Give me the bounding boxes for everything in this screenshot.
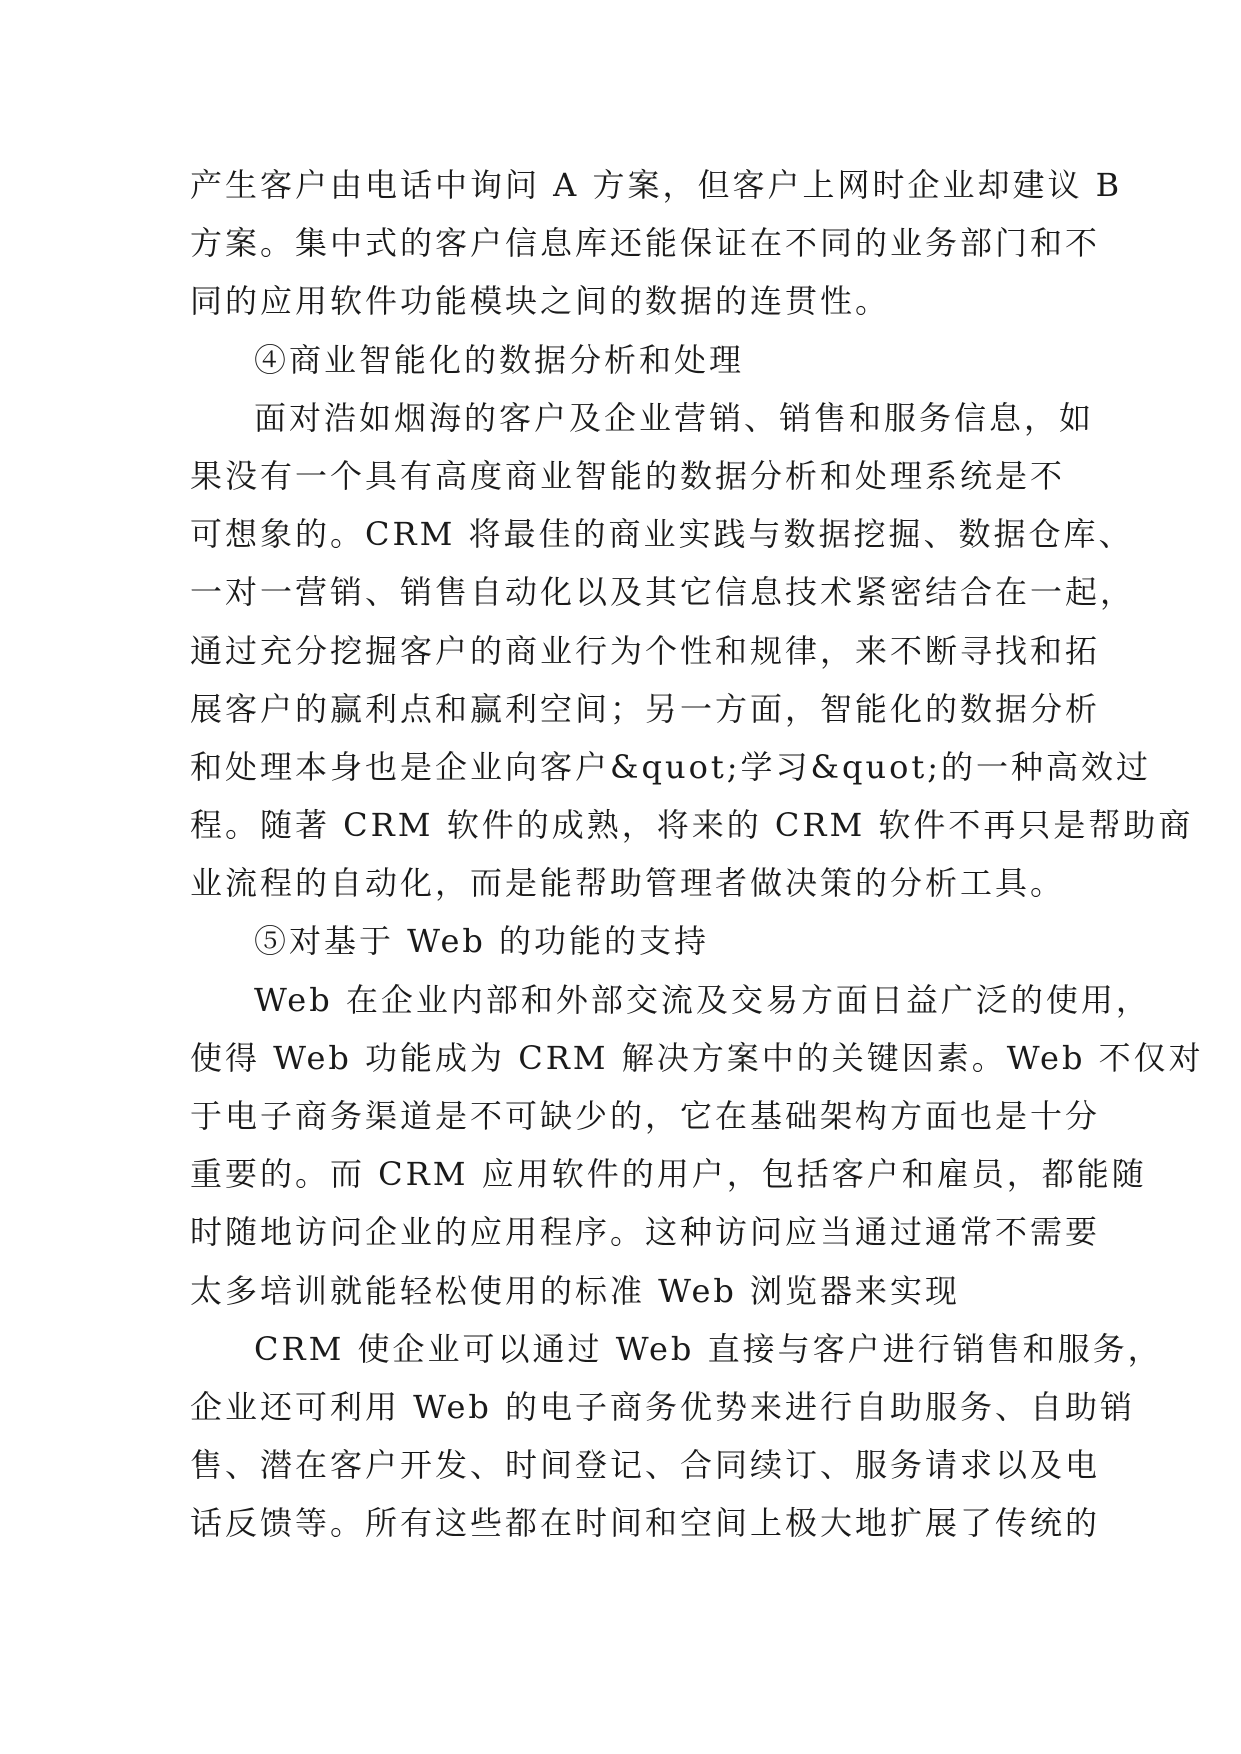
text-line: 于电子商务渠道是不可缺少的，它在基础架构方面也是十分 [190,1097,1101,1135]
text-line: 展客户的赢利点和赢利空间；另一方面，智能化的数据分析 [190,689,1101,728]
text-line: 一对一营销、销售自动化以及其它信息技术紧密结合在一起， [190,573,1136,612]
document-body [190,156,1204,1553]
text-line: 话反馈等。所有这些都在时间和空间上极大地扩展了传统的 [190,1504,1101,1543]
text-line: ⑤对基于 Web 的功能的支持 [254,922,710,961]
text-line: ④商业智能化的数据分析和处理 [254,340,745,379]
text-line: 企业还可利用 Web 的电子商务优势来进行自助服务、自助销 [190,1387,1136,1426]
text-line: 产生客户由电话中询问 A 方案，但客户上网时企业却建议 B [190,166,1123,204]
text-line: 果没有一个具有高度商业智能的数据分析和处理系统是不 [190,456,1066,495]
text-line: 同的应用软件功能模块之间的数据的连贯性。 [190,282,891,321]
text-line: 使得 Web 功能成为 CRM 解决方案中的关键因素。Web 不仅对 [190,1038,1204,1077]
text-line: 重要的。而 CRM 应用软件的用户，包括客户和雇员，都能随 [190,1155,1147,1194]
text-line: 售、潜在客户开发、时间登记、合同续订、服务请求以及电 [190,1446,1101,1485]
text-line: CRM 使企业可以通过 Web 直接与客户进行销售和服务， [254,1329,1163,1368]
text-line: 通过充分挖掘客户的商业行为个性和规律，来不断寻找和拓 [190,631,1101,670]
text-line: 程。随著 CRM 软件的成熟，将来的 CRM 软件不再只是帮助商 [190,806,1194,845]
text-line: 太多培训就能轻松使用的标准 Web 浏览器来实现 [190,1271,961,1310]
text-line: 业流程的自动化，而是能帮助管理者做决策的分析工具。 [190,864,1066,903]
text-line: 面对浩如烟海的客户及企业营销、销售和服务信息，如 [254,398,1095,437]
text-line: 和处理本身也是企业向客户&quot;学习&quot;的一种高效过 [190,747,1151,786]
text-line: 方案。集中式的客户信息库还能保证在不同的业务部门和不 [190,224,1101,263]
text-line: 可想象的。CRM 将最佳的商业实践与数据挖掘、数据仓库、 [190,515,1134,554]
text-line: Web 在企业内部和外部交流及交易方面日益广泛的使用， [254,980,1151,1019]
text-line: 时随地访问企业的应用程序。这种访问应当通过通常不需要 [190,1213,1101,1252]
